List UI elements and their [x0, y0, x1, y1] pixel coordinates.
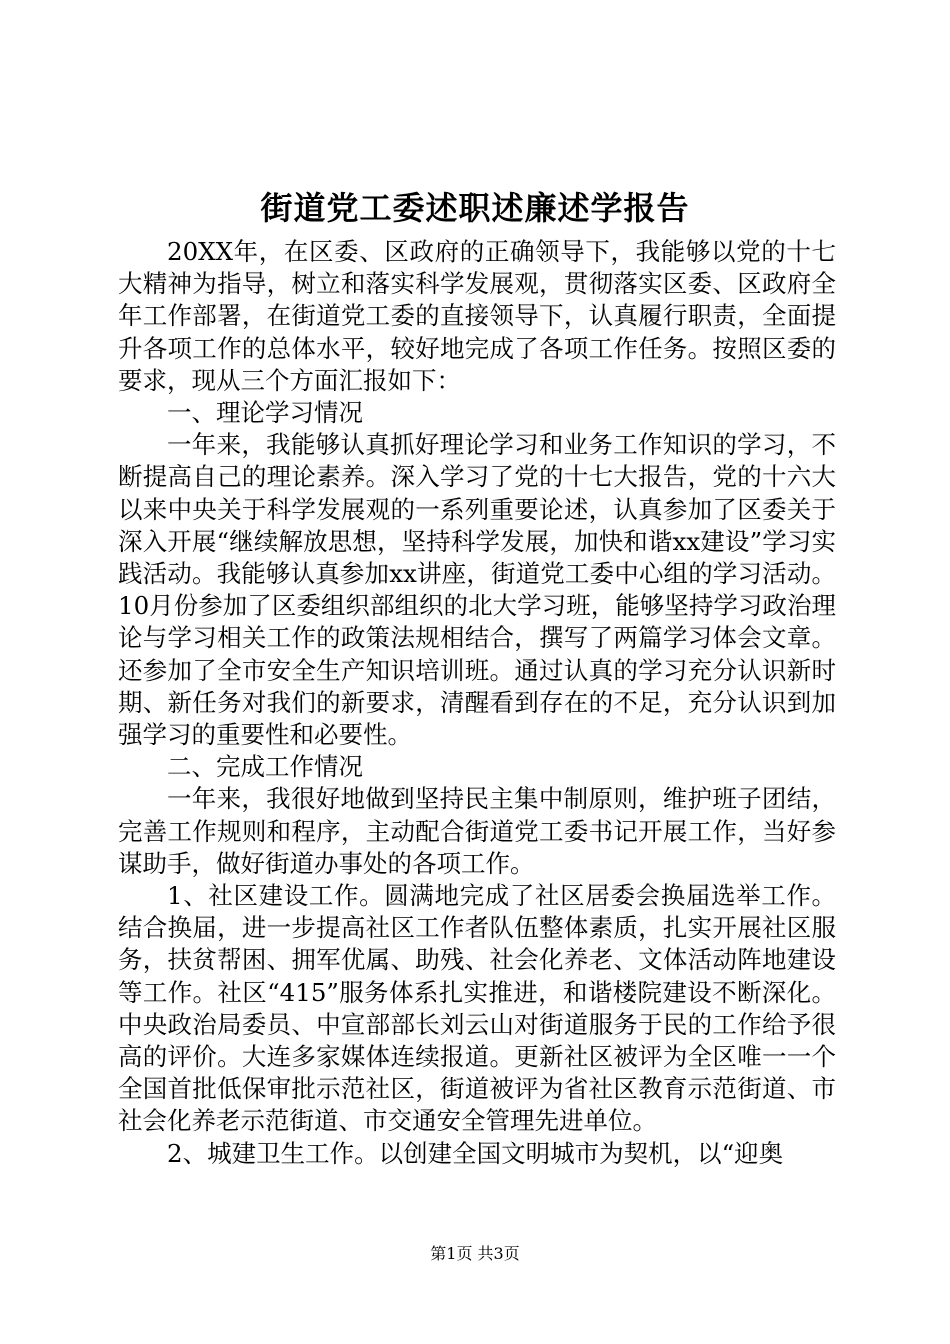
document-body — [118, 236, 836, 1170]
paragraph-community-building: 1、社区建设工作。圆满地完成了社区居委会换届选举工作。结合换届，进一步提高社区工作者队伍整体素质，扎实开展社区服务，扶贫帮困、拥军优属、助残、社会化养老、文体活动阵地建设等工作。社区“415”服务体系扎实推进，和谐楼院建设不断深化。中央政治局委员、中宣部部长刘云山对街道服务于民的工作给予很高的评价。大连多家媒体连续报道。更新社区被评为全区唯一一个全国首批低保审批示范社区，街道被评为省社区教育示范街道、市社会化养老示范街道、市交通安全管理先进单位。 — [118, 881, 836, 1136]
page-indicator: 第1页 共3页 — [430, 1244, 520, 1263]
paragraph-theory-study: 一年来，我能够认真抓好理论学习和业务工作知识的学习，不断提高自己的理论素养。深入学习了党的十七大报告，党的十六大以来中央关于科学发展观的一系列重要论述，认真参加了区委关于深入开展“继续解放思想，坚持科学发展，加快和谐xx建设”学习实践活动。我能够认真参加xx讲座，街道党工委中心组的学习活动。10月份参加了区委组织部组织的北大学习班，能够坚持学习政治理论与学习相关工作的政策法规相结合，撰写了两篇学习体会文章。还参加了全市安全生产知识培训班。通过认真的学习充分认识新时期、新任务对我们的新要求，清醒看到存在的不足，充分认识到加强学习的重要性和必要性。 — [118, 430, 836, 750]
section-heading-theory-study: 一、理论学习情况 — [167, 398, 363, 428]
section-heading-work-completion: 二、完成工作情况 — [167, 752, 363, 782]
paragraph-work-completion: 一年来，我很好地做到坚持民主集中制原则，维护班子团结，完善工作规则和程序，主动配合街道党工委书记开展工作，当好参谋助手，做好街道办事处的各项工作。 — [118, 784, 836, 878]
document-title: 街道党工委述职述廉述学报告 — [260, 189, 690, 227]
paragraph-intro: 20XX年，在区委、区政府的正确领导下，我能够以党的十七大精神为指导，树立和落实科学发展观，贯彻落实区委、区政府全年工作部署，在街道党工委的直接领导下，认真履行职责，全面提升各项工作的总体水平，较好地完成了各项工作任务。按照区委的要求，现从三个方面汇报如下： — [118, 237, 836, 395]
paragraph-urban-sanitation: 2、城建卫生工作。以创建全国文明城市为契机，以“迎奥 — [167, 1138, 784, 1168]
